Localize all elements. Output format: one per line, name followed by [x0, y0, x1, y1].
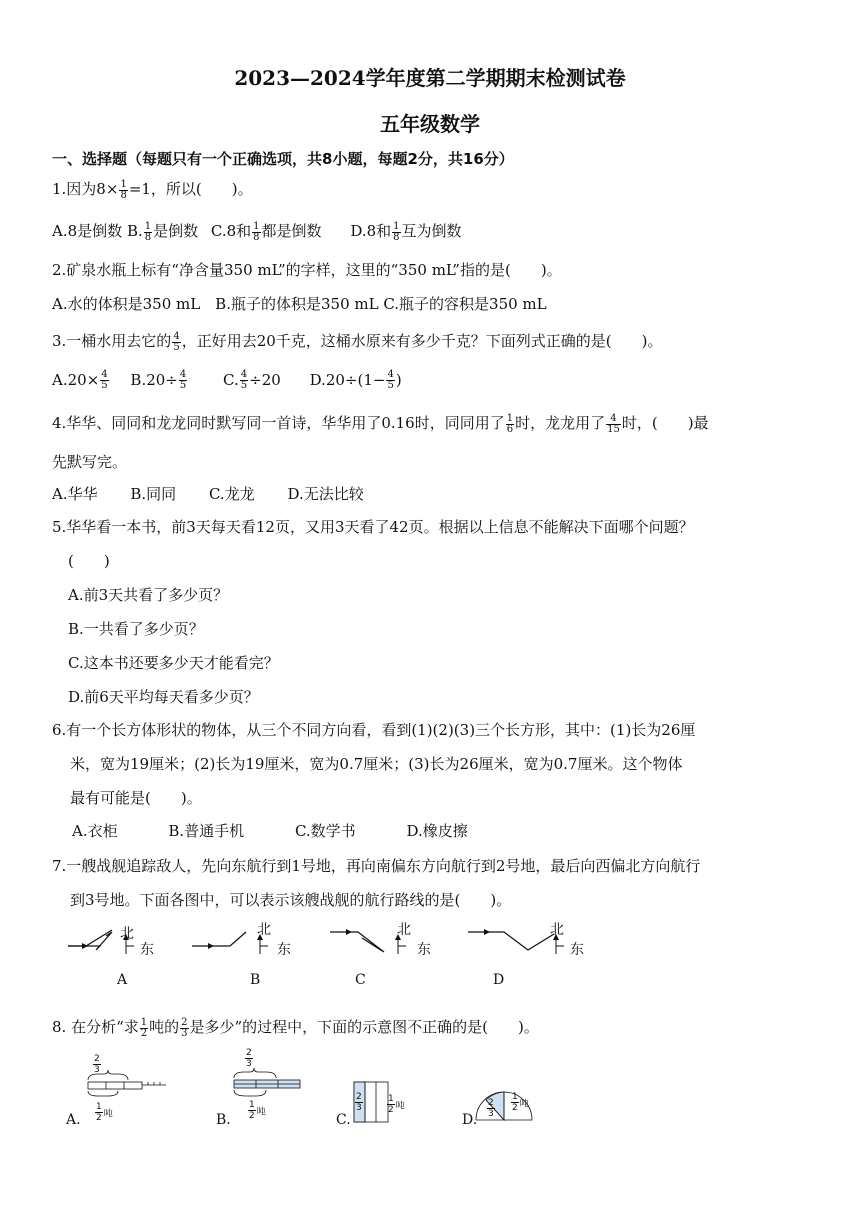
q3-option-c[interactable]: C. $\frac{4}{5}$ ÷20	[223, 369, 281, 391]
question-7-line2: 到3号地。下面各图中，可以表示该艘战舰的航行路线的是( )。	[70, 891, 512, 909]
q8-label-d: D.	[462, 1112, 478, 1128]
q8-fig-c-frac: $\frac{2}{3}$	[356, 1092, 362, 1113]
q4-option-c[interactable]: C.龙龙	[208, 485, 255, 503]
q3-option-d[interactable]: D.20÷(1− $\frac{4}{5}$ )	[309, 369, 402, 391]
compass-north-label: 北	[257, 922, 271, 938]
q8-label-c: C.	[336, 1112, 351, 1128]
q6-option-b[interactable]: B.普通手机	[168, 822, 245, 840]
compass-east-label: 东	[277, 942, 291, 958]
question-8-stem: 8. 在分析“求 $\frac{1}{2}$ 吨的 $\frac{2}{3}$ 是多少”的过程中，下面的示意图不正确的是( )。	[52, 1016, 539, 1039]
q1-text-post: =1，所以( )。	[128, 180, 253, 198]
compass-north-label: 北	[397, 922, 411, 938]
question-5-blank: ( )	[68, 552, 110, 570]
q7-route-diagram-b[interactable]	[190, 922, 290, 962]
q1-option-b[interactable]: B. $\frac{1}{8}$ 是倒数	[126, 220, 199, 243]
q8-fig-b-bottom-frac: $\frac{1}{2}$ 吨	[249, 1100, 266, 1121]
q1-text-pre: 1.因为8×	[52, 180, 119, 198]
q1-option-d[interactable]: D.8和 $\frac{1}{8}$ 互为倒数	[350, 220, 462, 243]
q8-figure-a[interactable]	[74, 1070, 174, 1110]
q1-option-a[interactable]: A.8是倒数	[52, 222, 123, 240]
compass-north-label: 北	[550, 922, 564, 938]
q5-option-d[interactable]: D.前6天平均每天看多少页？	[68, 688, 259, 706]
question-1-stem	[52, 178, 253, 201]
q3-option-a[interactable]: A.20× $\frac{4}{5}$	[52, 369, 108, 391]
compass-east-label: 东	[570, 942, 584, 958]
compass-east-label: 东	[140, 942, 154, 958]
q8-figure-b[interactable]	[228, 1068, 308, 1108]
question-6-line3: 最有可能是( )。	[70, 789, 202, 807]
q4-option-d[interactable]: D.无法比较	[287, 485, 364, 503]
section1-heading: 一、选择题（每题只有一个正确选项，共8小题，每题2分，共16分）	[52, 150, 514, 168]
question-4-stem: 4.华华、同同和龙龙同时默写同一首诗，华华用了0.16时，同同用了 $\frac{1}{6}$ 时，龙龙用了 $\frac{4}{15}$ 时，( )最	[52, 412, 709, 435]
question-2-stem: 2.矿泉水瓶上标有“净含量350 mL”的字样，这里的“350 mL”指的是( )。	[52, 261, 562, 279]
exam-title: 2023—2024学年度第二学期期末检测试卷	[234, 66, 626, 90]
q4-option-a[interactable]: A.华华	[52, 485, 98, 503]
q6-option-d[interactable]: D.橡皮擦	[406, 822, 468, 840]
question-7-line1: 7.一艘战舰追踪敌人，先向东航行到1号地，再向南偏东方向航行到2号地，最后向西偏北方向航行	[52, 857, 701, 875]
q5-option-a[interactable]: A.前3天共看了多少页？	[68, 586, 229, 604]
q4-option-b[interactable]: B.同同	[130, 485, 177, 503]
q1-option-c[interactable]: C.8和 $\frac{1}{8}$ 都是倒数	[210, 220, 322, 243]
question-4-stem-line2: 先默写完。	[52, 453, 128, 471]
q8-fig-d-frac: $\frac{2}{3}$	[488, 1098, 494, 1119]
q7-label-a: A	[117, 972, 128, 988]
question-6-line2: 米，宽为19厘米；(2)长为19厘米，宽为0.7厘米；(3)长为26厘米，宽为0.7厘米。这个物体	[70, 755, 683, 773]
compass-north-label: 北	[120, 926, 134, 942]
question-6-options	[72, 820, 468, 841]
q3-option-b[interactable]: B.20÷ $\frac{4}{5}$	[130, 369, 187, 391]
q7-label-b: B	[250, 972, 261, 988]
question-5-stem: 5.华华看一本书，前3天每天看12页，又用3天看了42页。根据以上信息不能解决下面哪个问题？	[52, 518, 694, 536]
q7-label-c: C	[355, 972, 366, 988]
question-1-options	[52, 220, 462, 243]
q6-option-c[interactable]: C.数学书	[294, 822, 356, 840]
q5-option-b[interactable]: B.一共看了多少页？	[68, 620, 204, 638]
question-4-options	[52, 483, 364, 504]
q1-fraction: $\frac{1}{8}$	[120, 178, 127, 201]
exam-subtitle: 五年级数学	[380, 112, 480, 136]
q7-label-d: D	[493, 972, 505, 988]
q6-option-a[interactable]: A.衣柜	[72, 822, 118, 840]
q7-route-diagram-c[interactable]	[328, 922, 428, 962]
compass-east-label: 东	[417, 942, 431, 958]
q8-label-a: A.	[66, 1112, 81, 1128]
q8-fig-a-bottom-frac: $\frac{1}{2}$ 吨	[96, 1102, 113, 1123]
q5-option-c[interactable]: C.这本书还要多少天才能看完？	[68, 654, 279, 672]
question-2-options[interactable]: A.水的体积是350 mL B.瓶子的体积是350 mL C.瓶子的容积是350 mL	[52, 295, 547, 313]
q8-label-b: B.	[216, 1112, 231, 1128]
q8-fig-a-top-frac: $\frac{2}{3}$	[94, 1054, 100, 1075]
question-6-line1: 6.有一个长方体形状的物体，从三个不同方向看，看到(1)(2)(3)三个长方形，其中：(1)长为26厘	[52, 721, 696, 739]
question-3-options	[52, 370, 402, 391]
q8-fig-c-right-frac: $\frac{1}{2}$ 吨	[388, 1094, 405, 1115]
q3-fraction: $\frac{4}{5}$	[173, 330, 180, 353]
q8-fig-b-top-frac: $\frac{2}{3}$	[246, 1048, 252, 1069]
question-3-stem: 3.一桶水用去它的 $\frac{4}{5}$ ，正好用去20千克，这桶水原来有多少千克？下面列式正确的是( )。	[52, 330, 663, 353]
q8-fig-d-right-frac: $\frac{1}{2}$ 吨	[512, 1092, 529, 1113]
